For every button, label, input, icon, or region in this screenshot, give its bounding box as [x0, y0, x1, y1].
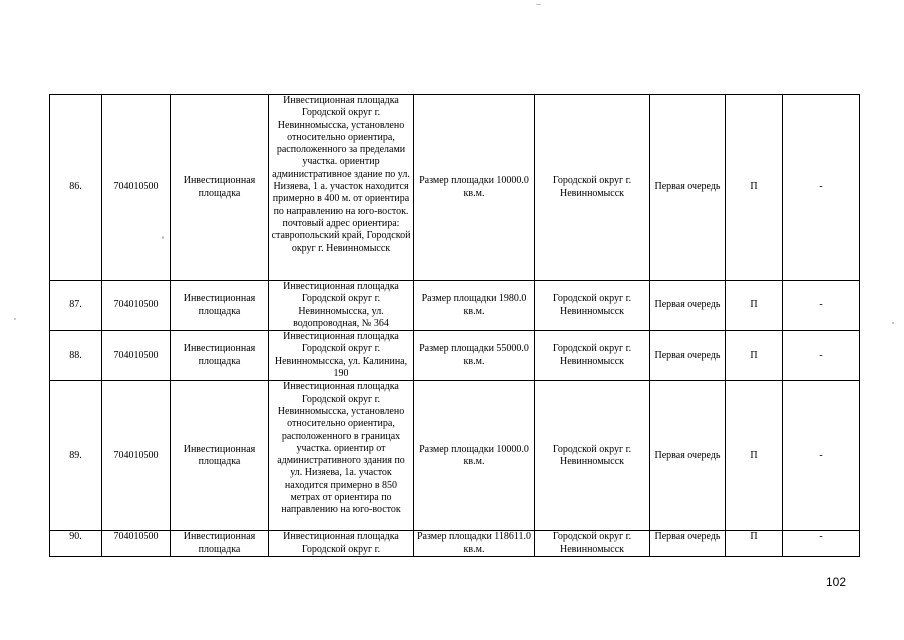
- row-priority: Первая очередь: [650, 281, 726, 331]
- page-number: 102: [826, 575, 847, 589]
- scan-speck: [892, 322, 894, 324]
- row-code: 704010500: [102, 281, 171, 331]
- row-number: 88.: [50, 331, 102, 381]
- row-size: Размер площадки 10000.0 кв.м.: [414, 95, 535, 281]
- row-status: П: [726, 331, 783, 381]
- row-code: 704010500: [102, 95, 171, 281]
- row-status: П: [726, 95, 783, 281]
- row-description: Инвестиционная площадка Городской округ г. Невинномысска, ул. водопроводная, № 364: [269, 281, 414, 331]
- row-size: Размер площадки 1980.0 кв.м.: [414, 281, 535, 331]
- row-size: Размер площадки 55000.0 кв.м.: [414, 331, 535, 381]
- row-type: Инвестиционная площадка: [171, 381, 269, 531]
- row-type: Инвестиционная площадка: [171, 331, 269, 381]
- row-description: Инвестиционная площадка Городской округ г. Невинномысска, установлено относительно ориентира, расположенного в границах участка. ориентир от административного здания по ул. Низяева, 1а. участок находится примерно в 850 метрах от ориентира по направлению на юго-восток: [269, 381, 414, 531]
- row-description: Инвестиционная площадка Городской округ г.: [269, 531, 414, 557]
- row-code: 704010500: [102, 531, 171, 557]
- row-priority: Первая очередь: [650, 331, 726, 381]
- row-location: Городской округ г. Невинномысск: [535, 95, 650, 281]
- row-note: -: [783, 531, 860, 557]
- row-priority: Первая очередь: [650, 531, 726, 557]
- row-type: Инвестиционная площадка: [171, 95, 269, 281]
- row-type: Инвестиционная площадка: [171, 531, 269, 557]
- row-description: Инвестиционная площадка Городской округ г. Невинномысска, ул. Калинина, 190: [269, 331, 414, 381]
- row-location: Городской округ г. Невинномысск: [535, 331, 650, 381]
- row-size: Размер площадки 10000.0 кв.м.: [414, 381, 535, 531]
- row-number: 87.: [50, 281, 102, 331]
- row-location: Городской округ г. Невинномысск: [535, 281, 650, 331]
- scan-speck: [536, 4, 541, 5]
- row-number: 89.: [50, 381, 102, 531]
- row-number: 86.: [50, 95, 102, 281]
- row-description: Инвестиционная площадка Городской округ г. Невинномысска, установлено относительно ориентира, расположенного за пределами участка. ориентир административное здание по ул. Низяева, 1 а. участок находится примерно в 400 м. от ориентира по направлению на юго-восток. почтовый адрес ориентира: ставропольский край, Городской округ г. Невинномысск: [269, 95, 414, 281]
- row-location: Городской округ г. Невинномысск: [535, 531, 650, 557]
- row-location: Городской округ г. Невинномысск: [535, 381, 650, 531]
- row-number: 90.: [50, 531, 102, 557]
- table-row: [50, 95, 860, 281]
- row-status: П: [726, 531, 783, 557]
- row-note: -: [783, 281, 860, 331]
- table-row: [50, 331, 860, 381]
- row-note: -: [783, 95, 860, 281]
- sites-table: [49, 94, 860, 557]
- table-row: [50, 381, 860, 531]
- row-code: 704010500: [102, 381, 171, 531]
- table-row: [50, 281, 860, 331]
- scan-speck: [14, 318, 16, 320]
- row-code: 704010500: [102, 331, 171, 381]
- row-note: -: [783, 331, 860, 381]
- row-size: Размер площадки 118611.0 кв.м.: [414, 531, 535, 557]
- table-row: [50, 531, 860, 557]
- row-priority: Первая очередь: [650, 95, 726, 281]
- row-status: П: [726, 281, 783, 331]
- scan-speck: [162, 236, 164, 239]
- row-note: -: [783, 381, 860, 531]
- row-type: Инвестиционная площадка: [171, 281, 269, 331]
- row-status: П: [726, 381, 783, 531]
- row-priority: Первая очередь: [650, 381, 726, 531]
